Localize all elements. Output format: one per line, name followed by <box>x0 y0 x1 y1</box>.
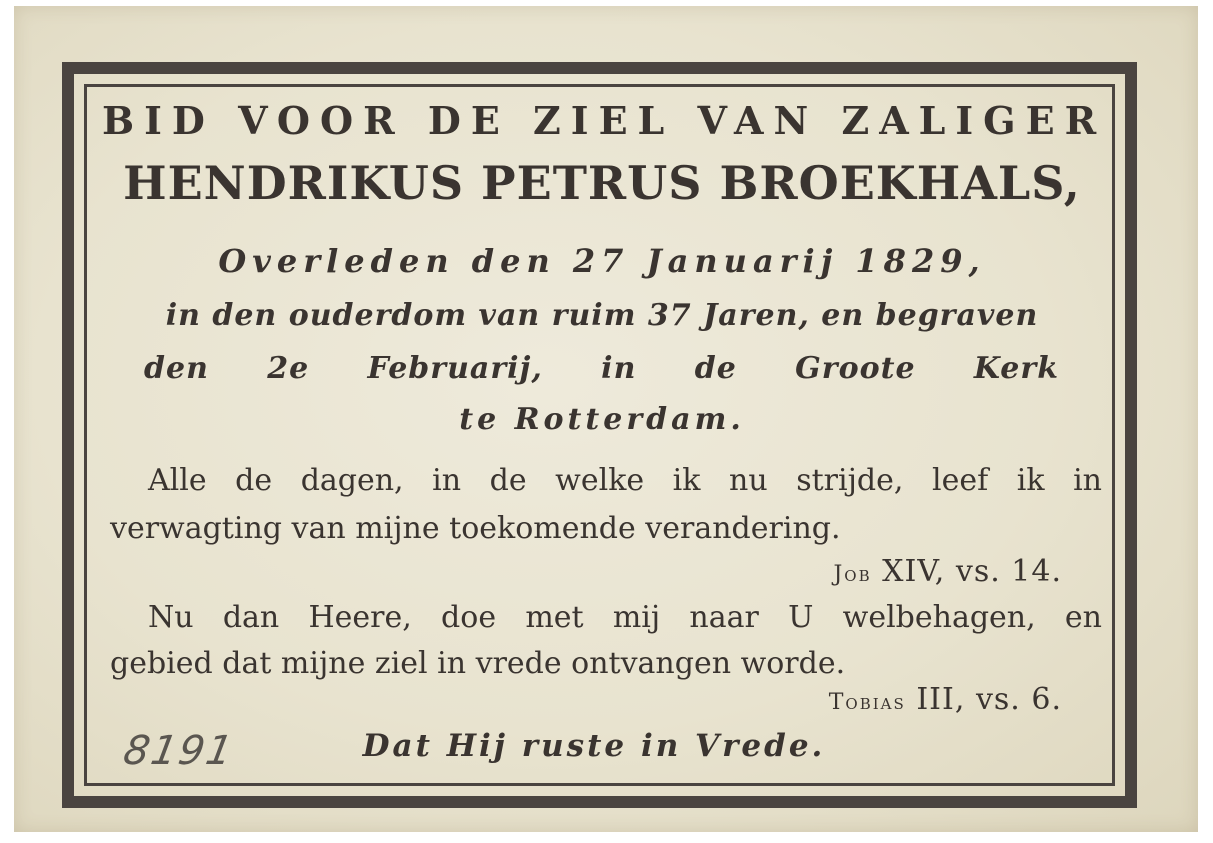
citation-book: Job <box>833 562 872 587</box>
quote2-line1: Nu dan Heere, doe met mij naar U welbehagen, en <box>148 600 1102 635</box>
memorial-card <box>14 6 1198 832</box>
quote2-line2: gebied dat mijne ziel in vrede ontvangen worde. <box>110 646 846 681</box>
place-line: te Rotterdam. <box>459 402 745 437</box>
card-heading: BID VOOR DE ZIEL VAN ZALIGER <box>102 98 1107 143</box>
citation-ref: XIV, vs. 14. <box>882 554 1062 589</box>
quote1-citation <box>102 554 1062 589</box>
citation-book: Tobias <box>828 690 906 715</box>
burial-line: den 2e Februarij, in de Groote Kerk <box>144 351 1059 386</box>
deceased-name: HENDRIKUS PETRUS BROEKHALS, <box>123 156 1081 210</box>
quote1-line2: verwagting van mijne toekomende verandering. <box>110 511 841 546</box>
citation-ref: III, vs. 6. <box>916 682 1062 717</box>
quote2-citation <box>102 682 1062 717</box>
handwritten-number: 8191 <box>119 728 238 774</box>
quote1-line1: Alle de dagen, in de welke ik nu strijde, leef ik in <box>148 463 1102 498</box>
death-date-line: Overleden den 27 Januarij 1829, <box>218 242 986 280</box>
closing-line: Dat Hij ruste in Vrede. <box>362 728 826 764</box>
age-line: in den ouderdom van ruim 37 Jaren, en begraven <box>165 298 1039 333</box>
